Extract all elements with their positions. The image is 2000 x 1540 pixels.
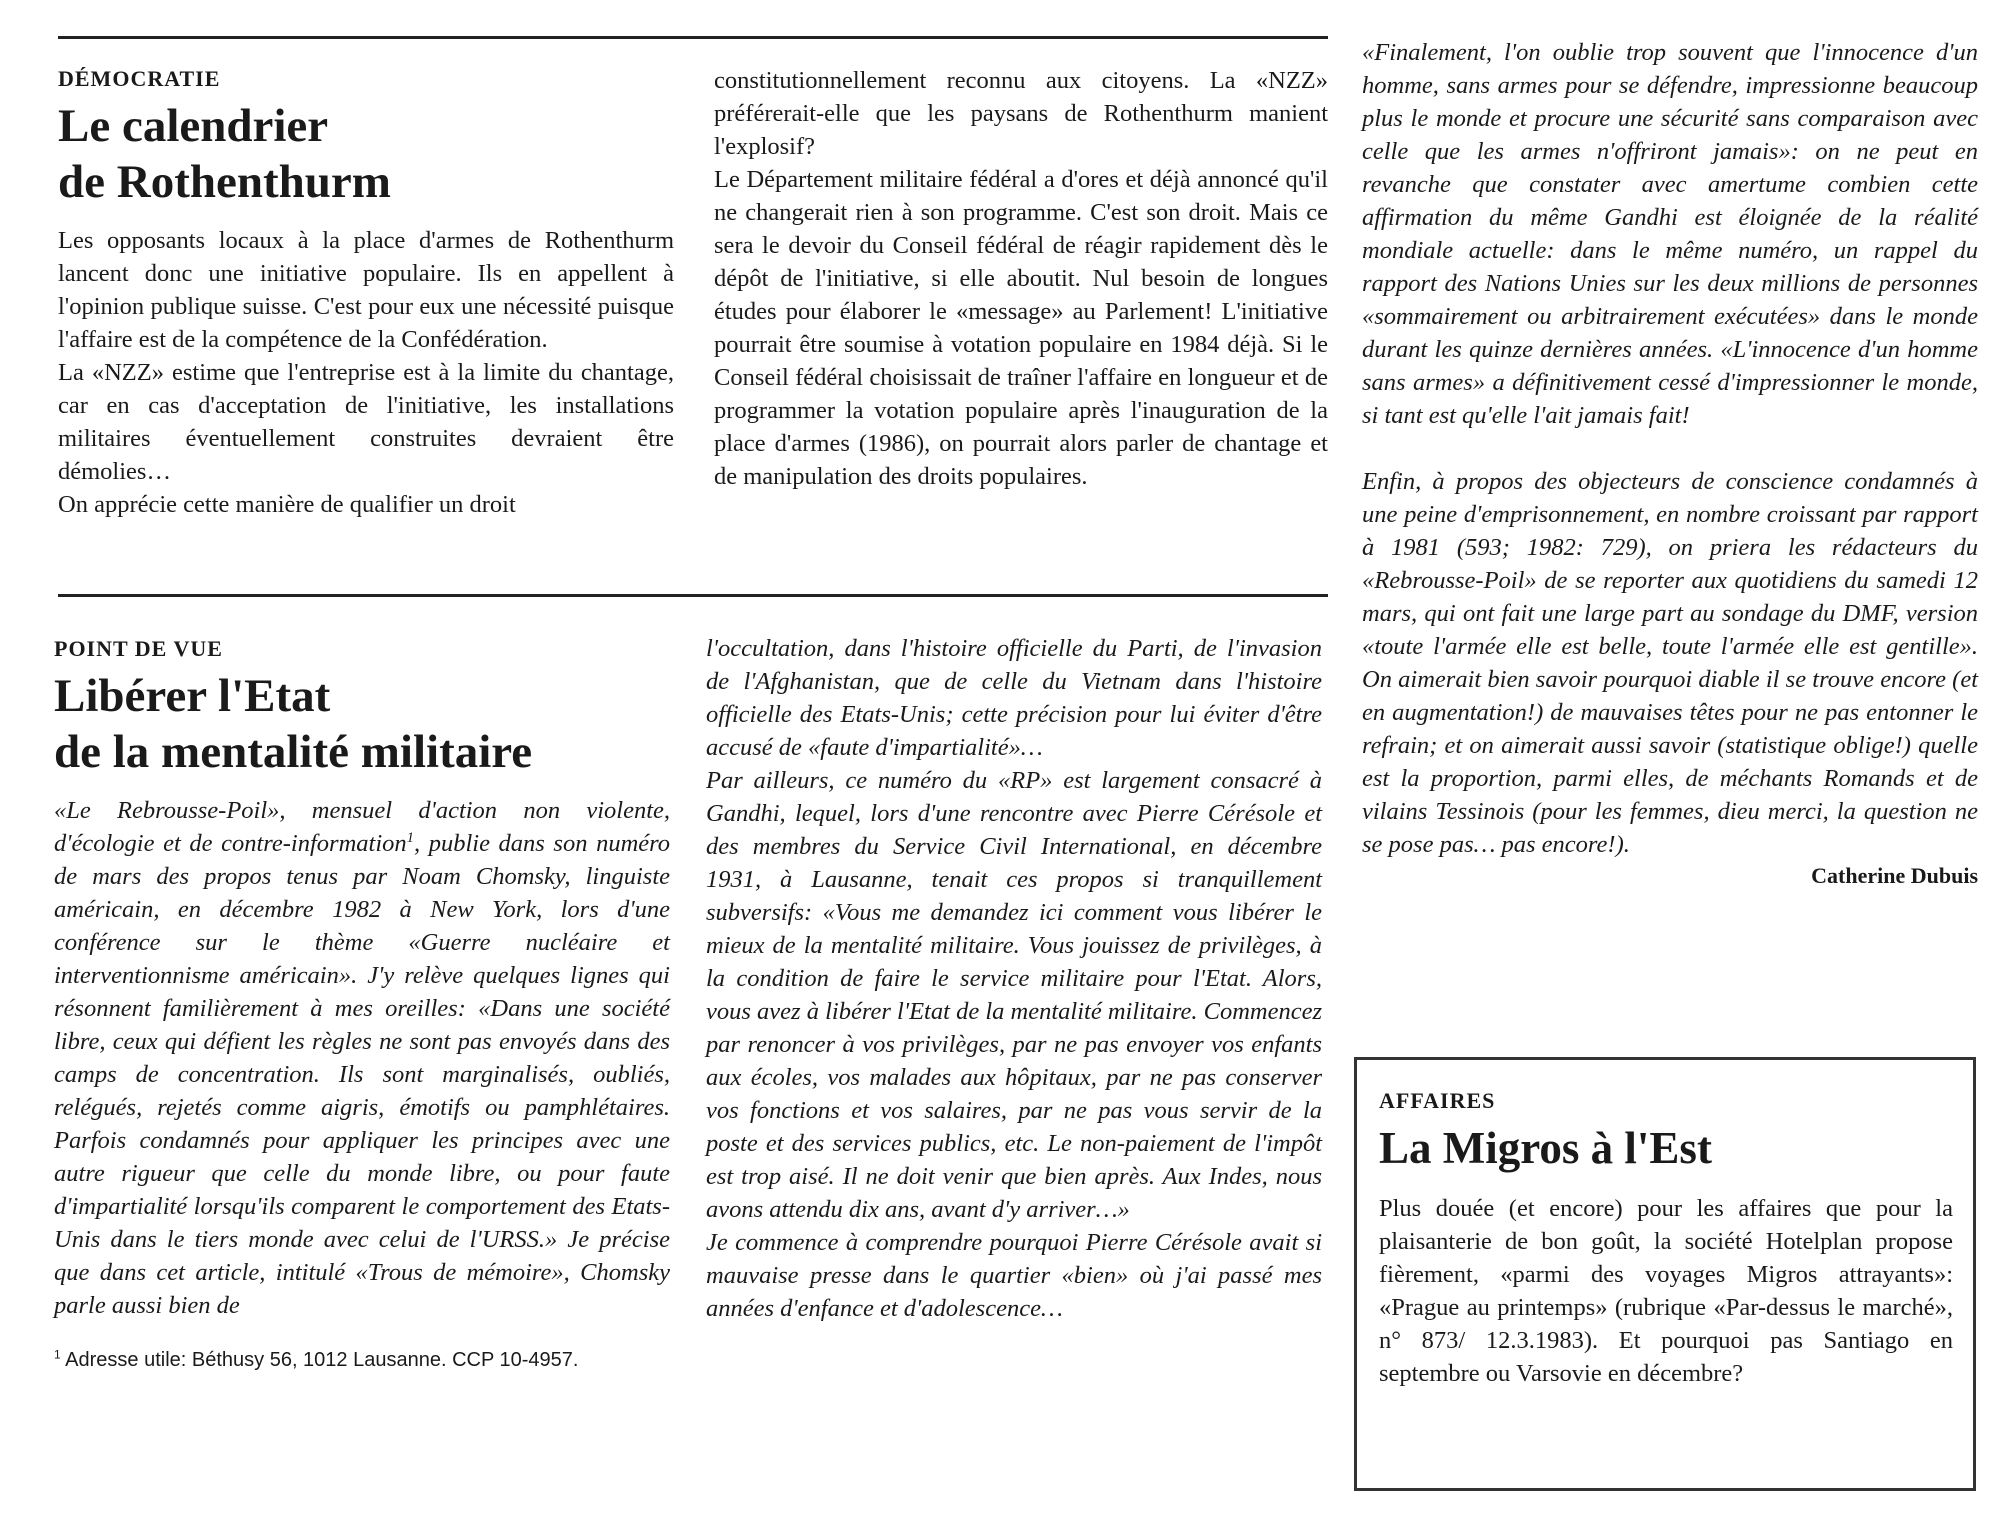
article3-paragraph: Plus douée (et encore) pour les affaires que pour la plaisanterie de bon goût, la société Hotelplan propose fièrement, «parmi des voyages Migros attrayants»: «Prague au printemps» (rubrique «Par-dessus le marché», n° 873/ 12.3.1983). Et pourquoi pas Santiago en septembre ou Varsovie en décembre? (1379, 1195, 1953, 1387)
footnote (54, 1348, 670, 1373)
article1-title (58, 98, 674, 210)
article1-paragraph: Les opposants locaux à la place d'armes de Rothenthurm lancent donc une initiative populaire. Ils en appellent à l'opinion publique suisse. C'est pour eux une nécessité puisque l'affaire est de la compétence de la Confédération. (58, 227, 674, 353)
article2-title-line1: Libérer l'Etat (54, 670, 331, 722)
article2-paragraph: Par ailleurs, ce numéro du «RP» est largement consacré à Gandhi, lequel, lors d'une rencontre avec Pierre Cérésole et des membres du Service Civil International, en décembre 1931, à Lausanne, tenait ces propos si tranquillement subversifs: «Vous me demandez ici comment vous libérer le mieux de la mentalité militaire. Vous jouissez de privilèges, à la condition de faire le service militaire pour l'Etat. Alors, vous avez à libérer l'Etat de la mentalité militaire. Commencez par renoncer à vos privilèges, par ne pas envoyer vos enfants aux écoles, vos malades aux hôpitaux, par ne pas conserver vos fonctions et vos salaires, par ne pas vous servir de la poste et des services publics, etc. Le non-paiement de l'impôt est trop aisé. Il ne doit venir que bien après. Aux Indes, nous avons attendu dix ans, avant d'y arriver…» (706, 767, 1322, 1223)
article1-paragraph: On apprécie cette manière de qualifier un droit (58, 491, 516, 518)
top-rule (58, 36, 1328, 39)
footnote-reference: 1 (406, 829, 414, 846)
article1-title-line2: de Rothenthurm (58, 156, 391, 208)
article1-title-line1: Le calendrier (58, 100, 329, 152)
article2-signature: Catherine Dubuis (1811, 863, 1978, 888)
article1-column2 (714, 64, 1328, 493)
article2-title-line2: de la mentalité militaire (54, 726, 533, 778)
article2-text: , publie dans son numéro de mars des propos tenus par Noam Chomsky, linguiste américain, en décembre 1982 à New York, lors d'une conférence sur le thème «Guerre nucléaire et interventionnisme américain». J'y relève quelques lignes qui résonnent familièrement à mes oreilles: «Dans une société libre, ceux qui défient les règles ne sont pas envoyés dans des camps de concentration. Ils sont marginalisés, oubliés, relégués, rejetés comme aigris, émotifs ou pamphlétaires. Parfois condamnés pour appliquer les principes avec une autre rigueur que celle du monde libre, ou pour faute d'impartialité lorsqu'ils comparent le comportement des Etats-Unis dans le tiers monde avec celui de l'URSS.» Je précise que dans cet article, intitulé «Trous de mémoire», Chomsky parle aussi bien de (54, 830, 671, 1319)
footnote-mark: 1 (54, 1347, 61, 1362)
footnote-text: Adresse utile: Béthusy 56, 1012 Lausanne. CCP 10-4957. (65, 1349, 579, 1371)
article1-column1 (58, 66, 674, 521)
article2-kicker: POINT DE VUE (54, 636, 223, 661)
article3-box (1354, 1057, 1976, 1491)
article2-column3 (1362, 36, 1978, 889)
article1-kicker: DÉMOCRATIE (58, 66, 221, 91)
article1-paragraph: La «NZZ» estime que l'entreprise est à la limite du chantage, car en cas d'acceptation de l'initiative, les installations militaires éventuellement construites devraient être démolies… (58, 359, 674, 485)
article2-text: «Le Rebrousse-Poil», mensuel d'action non violente, d'écologie et de contre-information (54, 797, 670, 857)
article2-column1 (54, 636, 670, 1373)
article3-kicker: AFFAIRES (1379, 1088, 1496, 1113)
article2-paragraph (54, 794, 670, 1322)
article2-paragraph: l'occultation, dans l'histoire officielle du Parti, de l'invasion de l'Afghanistan, que de celle du Vietnam dans l'histoire officielle des Etats-Unis; cette précision pour lui éviter d'être accusé de «faute d'impartialité»… (706, 635, 1322, 761)
article2-paragraph: Je commence à comprendre pourquoi Pierre Cérésole avait si mauvaise presse dans le quartier «bien» où j'ai passé mes années d'enfance et d'adolescence… (706, 1229, 1322, 1322)
article2-paragraph: «Finalement, l'on oublie trop souvent que l'innocence d'un homme, sans armes pour se défendre, impressionne beaucoup plus le monde et procure une sécurité sans comparaison avec celle que les armes n'offriront jamais»: on ne peut en revanche que constater avec amertume combien cette affirmation du même Gandhi est éloignée de la réalité mondiale actuelle: dans le même numéro, un rappel du rapport des Nations Unies sur les deux millions de personnes «sommairement ou arbitrairement exécutées» dans le monde durant les quinze dernières années. «L'innocence d'un homme sans armes» a définitivement cessé d'impressionner le monde, si tant est qu'elle l'ait jamais fait! (1362, 39, 1978, 429)
article2-column2 (706, 632, 1322, 1325)
article2-title (54, 668, 670, 780)
middle-rule (58, 594, 1328, 597)
article2-paragraph: Enfin, à propos des objecteurs de conscience condamnés à une peine d'emprisonnement, en nombre croissant par rapport à 1981 (593; 1982: 729), on priera les rédacteurs du «Rebrousse-Poil» de se reporter aux quotidiens du samedi 12 mars, qui ont fait une large part au sondage du DMF, version «toute l'armée elle est belle, toute l'armée elle est gentille». On aimerait bien savoir pourquoi diable il se trouve encore (et en augmentation!) de mauvaises têtes pour ne pas entonner le refrain; et on aimerait aussi savoir (statistique oblige!) quelle est la proportion, parmi elles, de méchants Romands et de vilains Tessinois (pour les femmes, dieu merci, la question ne se pose pas… pas encore!). (1362, 468, 1978, 858)
article1-paragraph: constitutionnellement reconnu aux citoyens. La «NZZ» préférerait-elle que les paysans de Rothenthurm manient l'explosif? (714, 67, 1328, 160)
article1-paragraph: Le Département militaire fédéral a d'ores et déjà annoncé qu'il ne changerait rien à son programme. C'est son droit. Mais ce sera le devoir du Conseil fédéral de réagir rapidement dès le dépôt de l'initiative, si elle aboutit. Nul besoin de longues études pour élaborer le «message» au Parlement! L'initiative pourrait être soumise à votation populaire en 1984 déjà. Si le Conseil fédéral choisissait de traîner l'affaire en longueur et de programmer la votation populaire après l'inauguration de la place d'armes (1986), on pourrait alors parler de chantage et de manipulation des droits populaires. (714, 166, 1328, 490)
article3-title: La Migros à l'Est (1379, 1123, 1712, 1173)
